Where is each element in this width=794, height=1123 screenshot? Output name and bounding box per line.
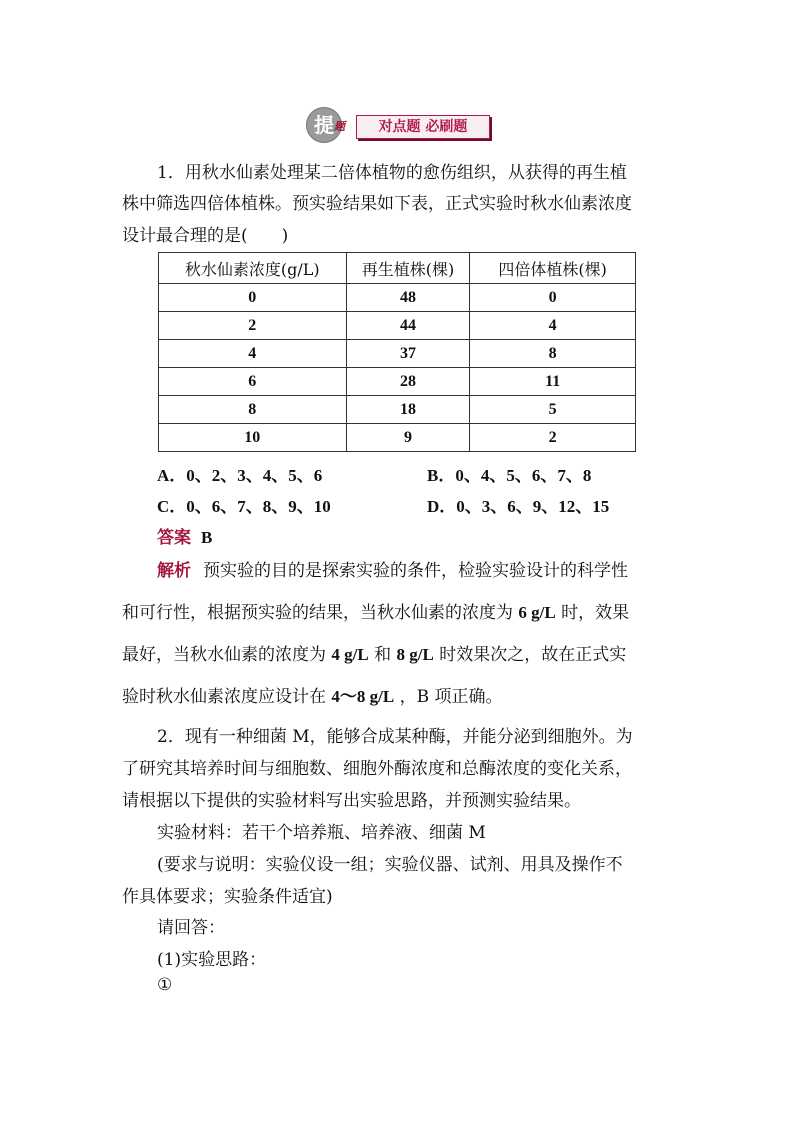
table-cell: 5 [470,396,636,424]
section-banner [306,107,486,141]
q1-stem-line-2: 株中筛选四倍体植株。预实验结果如下表，正式实验时秋水仙素浓度 [122,194,632,214]
table-cell: 8 [470,340,636,368]
table-row [159,284,636,312]
q1-stem-line-1: 1．用秋水仙素处理某二倍体植物的愈伤组织，从获得的再生植 [157,163,627,183]
option-d: D．0、3、6、9、12、15 [427,497,610,516]
explanation-text: 时效果次之，故在正式实 [439,645,627,665]
concentration-value: 6 g/L [518,603,556,622]
concentration-value: 8 g/L [396,645,434,664]
table-row [159,340,636,368]
header-regenerated: 再生植株(棵) [346,253,470,284]
table-row [159,312,636,340]
table-cell: 18 [346,396,470,424]
table-cell: 8 [159,396,347,424]
answer-value: B [201,528,213,547]
q2-materials: 实验材料：若干个培养瓶、培养液、细菌 M [157,823,486,843]
explanation-text: 和可行性，根据预实验的结果，当秋水仙素的浓度为 [122,603,513,623]
answer-line [157,523,212,548]
experiment-table [158,252,636,452]
explanation-text: 时，效果 [561,603,630,623]
explanation-text: 预实验的目的是探索实验的条件，检验实验设计的科学性 [203,561,628,581]
explanation-line-4 [122,682,503,707]
explanation-text: ，B 项正确。 [399,687,503,707]
option-a: A．0、2、3、4、5、6 [157,466,323,485]
q2-requirements-line-1: (要求与说明：实验仪设一组；实验仪器、试剂、用具及操作不 [157,855,623,875]
explanation-line-2 [122,598,629,623]
table-cell: 28 [346,368,470,396]
q2-stem-line-3: 请根据以下提供的实验材料写出实验思路，并预测实验结果。 [122,791,581,811]
table-cell: 0 [470,284,636,312]
concentration-value: 4 g/L [331,645,369,664]
explanation-line-3 [122,640,626,665]
option-b: B．0、4、5、6、7、8 [427,466,592,485]
header-concentration: 秋水仙素浓度(g/L) [159,253,347,284]
explanation-text: 和 [374,645,392,665]
section-label: 对点题 必刷题 [356,115,490,139]
seal-tail: 题 [334,120,345,133]
table-cell: 4 [159,340,347,368]
table-cell: 11 [470,368,636,396]
table-cell: 9 [346,424,470,452]
seal-badge: 提 [306,107,342,143]
q1-stem-line-3: 设计最合理的是( ) [122,226,289,246]
q2-step-1-marker: ① [157,975,173,995]
explanation-label: 解析 [157,561,191,581]
answer-label: 答案 [157,528,191,548]
q2-requirements-line-2: 作具体要求；实验条件适宜) [122,887,333,907]
table-cell: 10 [159,424,347,452]
explanation-line-1 [157,556,628,581]
table-cell: 4 [470,312,636,340]
table-cell: 2 [159,312,347,340]
q2-stem-line-2: 了研究其培养时间与细胞数、细胞外酶浓度和总酶浓度的变化关系， [122,759,632,779]
q2-subquestion-1: (1)实验思路： [157,950,267,970]
table-row [159,396,636,424]
table-cell: 2 [470,424,636,452]
table-cell: 6 [159,368,347,396]
q2-stem-line-1: 2．现有一种细菌 M，能够合成某种酶，并能分泌到细胞外。为 [157,727,633,747]
table-cell: 44 [346,312,470,340]
table-cell: 37 [346,340,470,368]
explanation-text: 验时秋水仙素浓度应设计在 [122,687,326,707]
table-cell: 0 [159,284,347,312]
concentration-range: 4～8 g/L [331,687,395,706]
explanation-text: 最好，当秋水仙素的浓度为 [122,645,326,665]
q2-prompt: 请回答： [157,918,225,938]
header-tetraploid: 四倍体植株(棵) [470,253,636,284]
table-row [159,424,636,452]
table-header-row [159,253,636,284]
option-c: C．0、6、7、8、9、10 [157,497,331,516]
table-cell: 48 [346,284,470,312]
table-row [159,368,636,396]
